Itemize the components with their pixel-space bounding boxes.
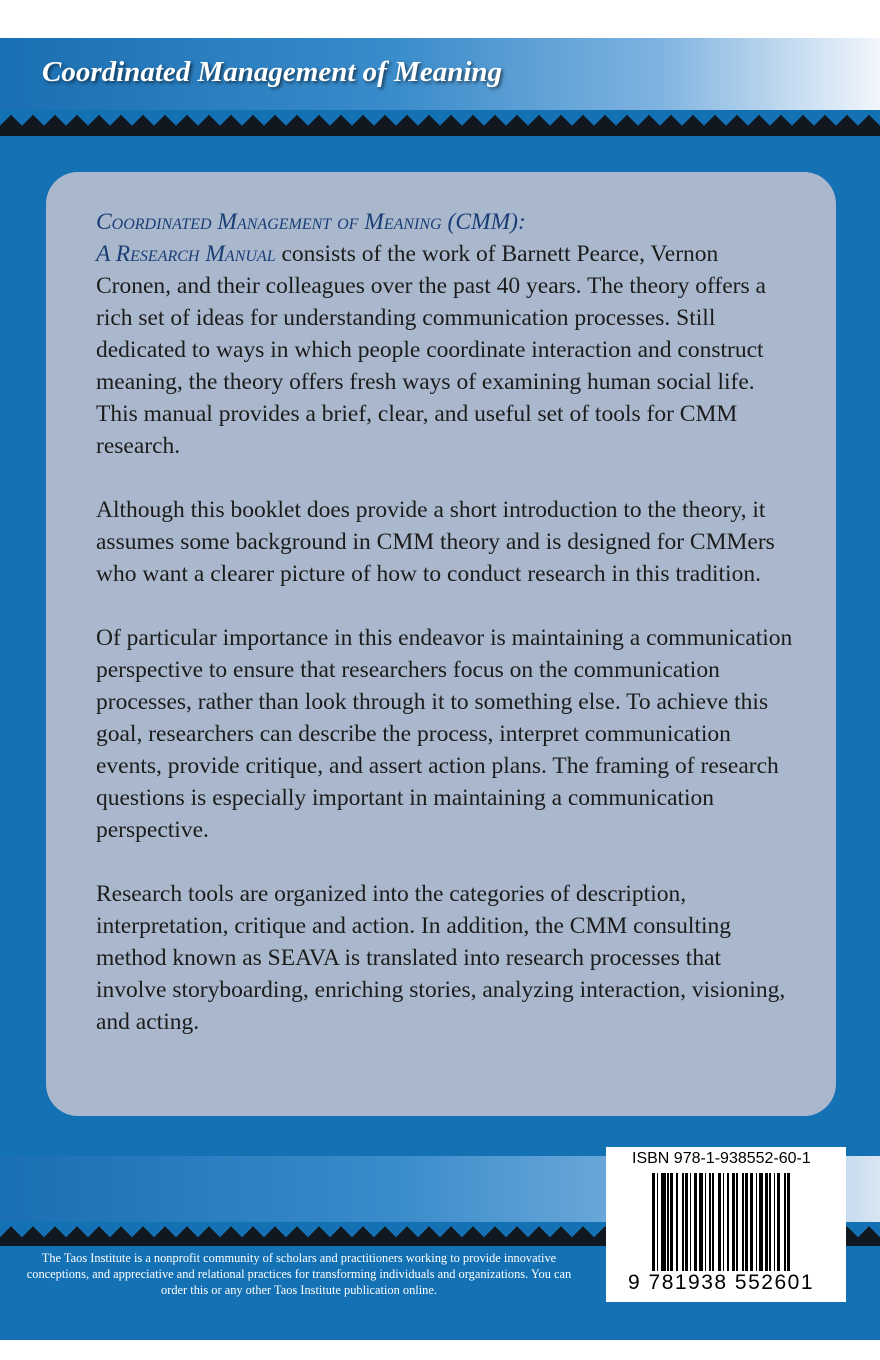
barcode-bar xyxy=(742,1173,744,1271)
barcode-bar xyxy=(756,1173,758,1271)
barcode-bar xyxy=(670,1173,673,1271)
series-title: Coordinated Management of Meaning xyxy=(42,56,503,88)
barcode-bar xyxy=(676,1173,678,1271)
zigzag-border-top xyxy=(0,110,880,136)
blurb-paragraph-1 xyxy=(96,206,796,462)
barcode-bar xyxy=(682,1173,684,1271)
blurb-paragraph-3: Of particular importance in this endeavor is maintaining a communication perspective to ensure that researchers focus on the communication processes, rather than look through it to something else. To achieve this goal, researchers can describe the process, interpret communication events, provide critique, and assert action plans. The framing of research questions is especially important in maintaining a communication perspective. xyxy=(96,625,793,843)
barcode-box xyxy=(606,1147,846,1302)
barcode-bar xyxy=(718,1173,721,1271)
barcode-bar xyxy=(652,1173,655,1271)
barcode-bar xyxy=(759,1173,764,1271)
book-title-line-2: A Research Manual xyxy=(96,241,276,267)
barcode-bar xyxy=(705,1173,707,1271)
blurb-paragraph-2: Although this booklet does provide a short introduction to the theory, it assumes some background in CMM theory and is designed for CMMers who want a clearer picture of how to conduct research in this tradition. xyxy=(96,497,775,587)
barcode-bar xyxy=(769,1173,771,1271)
barcode-bar xyxy=(667,1173,669,1271)
barcode-bar xyxy=(745,1173,748,1271)
barcode-bar xyxy=(685,1173,688,1271)
book-title-line-1: Coordinated Management of Meaning (CMM): xyxy=(96,209,526,235)
barcode-bar xyxy=(694,1173,697,1271)
back-cover xyxy=(0,38,880,1340)
page-margin xyxy=(0,1340,880,1360)
header-band xyxy=(0,38,880,110)
barcode-bar xyxy=(732,1173,735,1271)
barcode-bar xyxy=(712,1173,714,1271)
barcode-bars xyxy=(652,1173,832,1271)
blurb-paragraph-1-text: consists of the work of Barnett Pearce, Vernon Cronen, and their colleagues over the past 40 years. The theory offers a rich set of ideas for understanding communication processes. Still dedicated to ways in which people coordinate interaction and construct meaning, the theory offers fresh ways of examining human social life. This manual provides a brief, clear, and useful set of tools for CMM research. xyxy=(96,241,766,459)
blurb-panel xyxy=(46,172,836,1116)
isbn-label: ISBN 978-1-938552-60-1 xyxy=(632,1150,811,1167)
barcode-bar xyxy=(784,1173,786,1271)
blurb-text xyxy=(96,206,796,1070)
barcode-bar xyxy=(690,1173,692,1271)
publisher-note: The Taos Institute is a nonprofit community of scholars and practitioners working to provide innovative conceptions, and appreciative and relational practices for transforming individuals and organizations. You can order this or any other Taos Institute publication online. xyxy=(26,1251,572,1297)
barcode-bar xyxy=(736,1173,738,1271)
barcode-bar xyxy=(777,1173,780,1271)
barcode-bar xyxy=(787,1173,790,1271)
barcode-bar xyxy=(723,1173,725,1271)
barcode-bar xyxy=(774,1173,776,1271)
barcode-bar xyxy=(727,1173,729,1271)
barcode-bar xyxy=(750,1173,753,1271)
barcode-bar xyxy=(657,1173,659,1271)
barcode-bar xyxy=(661,1173,666,1271)
blurb-paragraph-4: Research tools are organized into the categories of description, interpretation, critique and action. In addition, the CMM consulting method known as SEAVA is translated into research processes that involve storyboarding, enriching stories, analyzing interaction, visioning, and acting. xyxy=(96,881,786,1035)
barcode-bar xyxy=(765,1173,768,1271)
barcode-bar xyxy=(699,1173,704,1271)
barcode-digits: 9 781938 552601 xyxy=(628,1271,814,1294)
barcode-bar xyxy=(709,1173,711,1271)
